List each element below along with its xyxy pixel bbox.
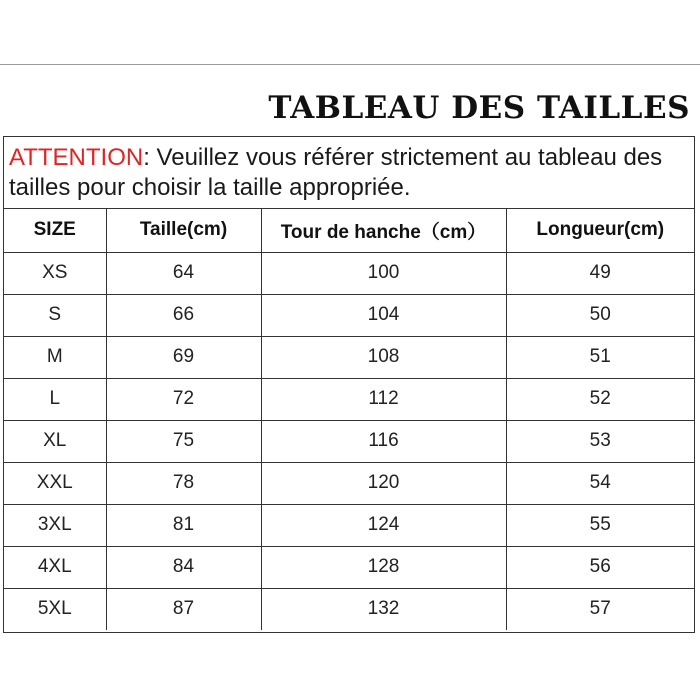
table-row (4, 294, 694, 336)
hip-cell: 108 (261, 336, 506, 378)
length-cell: 53 (506, 420, 694, 462)
page-title: TABLEAU DES TAILLES (268, 90, 690, 126)
size-cell: 5XL (4, 588, 106, 630)
waist-cell: 66 (106, 294, 261, 336)
table-row (4, 504, 694, 546)
table-row (4, 546, 694, 588)
size-cell: L (4, 378, 106, 420)
table-row (4, 336, 694, 378)
attention-label: ATTENTION (9, 144, 144, 171)
column-header-hip: Tour de hanche（cm） (261, 209, 506, 252)
waist-cell: 81 (106, 504, 261, 546)
waist-cell: 78 (106, 462, 261, 504)
column-header-length: Longueur(cm) (506, 209, 694, 252)
hip-cell: 116 (261, 420, 506, 462)
waist-cell: 75 (106, 420, 261, 462)
column-header-size: SIZE (4, 209, 106, 252)
table-row (4, 378, 694, 420)
length-cell: 55 (506, 504, 694, 546)
size-cell: XXL (4, 462, 106, 504)
size-cell: XL (4, 420, 106, 462)
size-cell: S (4, 294, 106, 336)
waist-cell: 64 (106, 252, 261, 294)
table-row (4, 462, 694, 504)
size-cell: M (4, 336, 106, 378)
size-table (4, 209, 694, 630)
table-row (4, 588, 694, 630)
length-cell: 49 (506, 252, 694, 294)
hip-cell: 132 (261, 588, 506, 630)
attention-notice (4, 137, 694, 209)
size-cell: 3XL (4, 504, 106, 546)
waist-cell: 69 (106, 336, 261, 378)
waist-cell: 84 (106, 546, 261, 588)
hip-cell: 128 (261, 546, 506, 588)
table-row (4, 252, 694, 294)
length-cell: 50 (506, 294, 694, 336)
top-divider (0, 64, 700, 65)
attention-text: : Veuillez vous référer strictement au tableau des tailles pour choisir la taille appropriée. (9, 144, 663, 201)
table-header-row (4, 209, 694, 252)
table-row (4, 420, 694, 462)
hip-cell: 120 (261, 462, 506, 504)
table-body (4, 252, 694, 630)
hip-cell: 100 (261, 252, 506, 294)
length-cell: 56 (506, 546, 694, 588)
length-cell: 57 (589, 598, 611, 620)
length-cell: 52 (506, 378, 694, 420)
waist-cell: 87 (106, 588, 261, 630)
size-chart (3, 136, 695, 633)
size-cell: 4XL (4, 546, 106, 588)
hip-cell: 104 (261, 294, 506, 336)
size-cell: XS (4, 252, 106, 294)
hip-cell: 124 (261, 504, 506, 546)
hip-cell: 112 (261, 378, 506, 420)
length-cell: 51 (506, 336, 694, 378)
column-header-waist: Taille(cm) (106, 209, 261, 252)
length-cell: 54 (506, 462, 694, 504)
waist-cell: 72 (106, 378, 261, 420)
